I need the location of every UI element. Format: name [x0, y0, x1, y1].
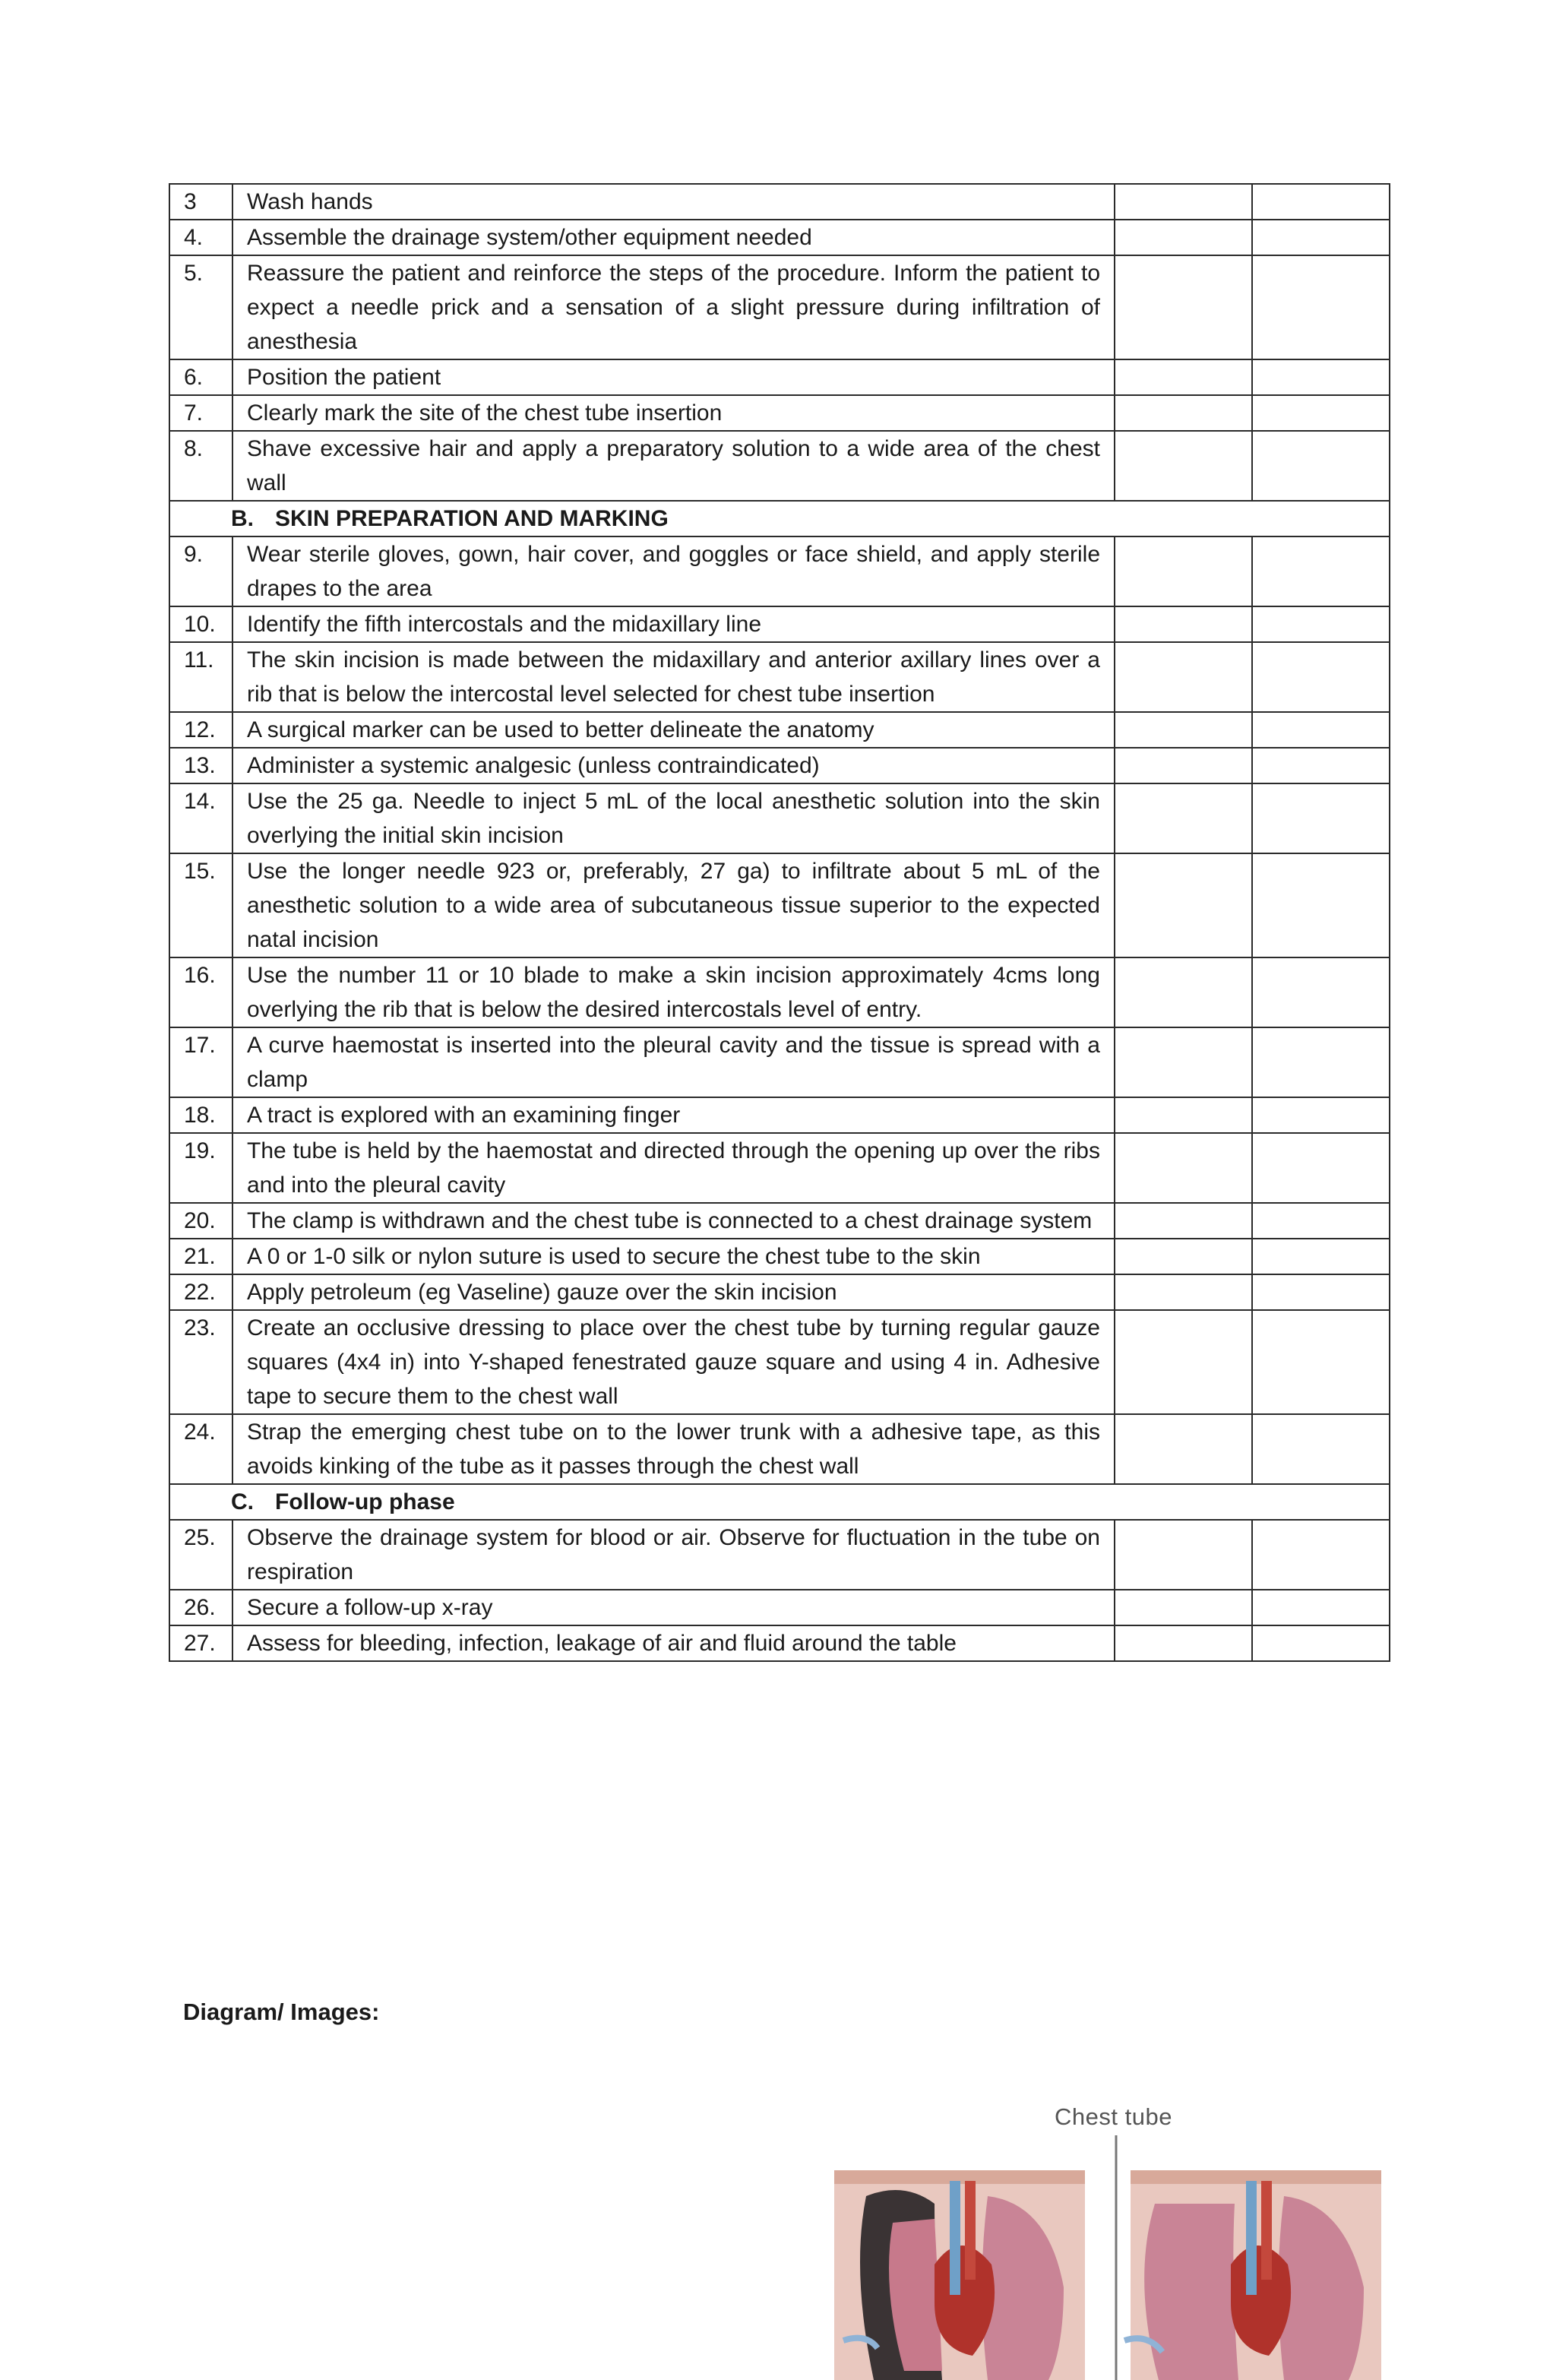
step-description: Apply petroleum (eg Vaseline) gauze over the skin incision: [232, 1274, 1115, 1310]
step-number: 10.: [169, 606, 232, 642]
step-row: [169, 359, 1390, 395]
step-description: Use the longer needle 923 or, preferably, 27 ga) to infiltrate about 5 mL of the anesthetic solution to a wide area of subcutaneous tissue superior to the expected natal incision: [232, 853, 1115, 957]
step-number: 19.: [169, 1133, 232, 1203]
section-letter: B.: [231, 506, 254, 531]
step-row: [169, 783, 1390, 853]
step-description: Administer a systemic analgesic (unless contraindicated): [232, 748, 1115, 783]
step-row: [169, 712, 1390, 748]
step-description: A tract is explored with an examining finger: [232, 1097, 1115, 1133]
step-number: 21.: [169, 1239, 232, 1274]
step-description: Wash hands: [232, 184, 1115, 220]
score-cell[interactable]: [1115, 1203, 1252, 1239]
score-cell[interactable]: [1115, 957, 1252, 1027]
score-cell[interactable]: [1115, 255, 1252, 359]
step-description: Identify the fifth intercostals and the midaxillary line: [232, 606, 1115, 642]
score-cell[interactable]: [1115, 220, 1252, 255]
remarks-cell[interactable]: [1252, 1625, 1390, 1661]
remarks-cell[interactable]: [1252, 1097, 1390, 1133]
remarks-cell[interactable]: [1252, 712, 1390, 748]
step-row: [169, 220, 1390, 255]
section-header-cell: [169, 501, 1390, 536]
step-number: 15.: [169, 853, 232, 957]
reexpanded-lung-left: [1144, 2204, 1238, 2380]
score-cell[interactable]: [1115, 395, 1252, 431]
step-row: [169, 536, 1390, 606]
section-header-row: [169, 501, 1390, 536]
step-number: 3: [169, 184, 232, 220]
score-cell[interactable]: [1115, 1310, 1252, 1414]
step-description: Strap the emerging chest tube on to the lower trunk with a adhesive tape, as this avoids kinking of the tube as it passes through the chest wall: [232, 1414, 1115, 1484]
remarks-cell[interactable]: [1252, 1274, 1390, 1310]
remarks-cell[interactable]: [1252, 536, 1390, 606]
diagram-images-heading: Diagram/ Images:: [183, 1999, 380, 2025]
score-cell[interactable]: [1115, 606, 1252, 642]
step-description: Position the patient: [232, 359, 1115, 395]
score-cell[interactable]: [1115, 712, 1252, 748]
step-description: Assess for bleeding, infection, leakage of air and fluid around the table: [232, 1625, 1115, 1661]
score-cell[interactable]: [1115, 1027, 1252, 1097]
section-header-cell: [169, 1484, 1390, 1520]
remarks-cell[interactable]: [1252, 783, 1390, 853]
chest-tube-caption: Chest tube: [1055, 2103, 1172, 2130]
step-number: 13.: [169, 748, 232, 783]
score-cell[interactable]: [1115, 783, 1252, 853]
step-number: 9.: [169, 536, 232, 606]
score-cell[interactable]: [1115, 184, 1252, 220]
step-number: 6.: [169, 359, 232, 395]
step-description: The clamp is withdrawn and the chest tube is connected to a chest drainage system: [232, 1203, 1115, 1239]
step-row: [169, 184, 1390, 220]
checklist-body: [169, 184, 1390, 1661]
step-row: [169, 957, 1390, 1027]
thorax-right-panel: [1124, 2170, 1381, 2380]
step-row: [169, 1239, 1390, 1274]
step-row: [169, 395, 1390, 431]
remarks-cell[interactable]: [1252, 1203, 1390, 1239]
step-number: 23.: [169, 1310, 232, 1414]
step-description: Shave excessive hair and apply a preparatory solution to a wide area of the chest wall: [232, 431, 1115, 501]
remarks-cell[interactable]: [1252, 606, 1390, 642]
step-number: 8.: [169, 431, 232, 501]
step-description: Create an occlusive dressing to place over the chest tube by turning regular gauze squares (4x4 in) into Y-shaped fenestrated gauze square and using 4 in. Adhesive tape to secure them to the chest wall: [232, 1310, 1115, 1414]
remarks-cell[interactable]: [1252, 1239, 1390, 1274]
step-description: Use the 25 ga. Needle to inject 5 mL of the local anesthetic solution into the skin overlying the initial skin incision: [232, 783, 1115, 853]
step-number: 24.: [169, 1414, 232, 1484]
step-description: Clearly mark the site of the chest tube insertion: [232, 395, 1115, 431]
remarks-cell[interactable]: [1252, 395, 1390, 431]
score-cell[interactable]: [1115, 748, 1252, 783]
remarks-cell[interactable]: [1252, 748, 1390, 783]
score-cell[interactable]: [1115, 1625, 1252, 1661]
score-cell[interactable]: [1115, 1274, 1252, 1310]
score-cell[interactable]: [1115, 853, 1252, 957]
step-row: [169, 853, 1390, 957]
step-number: 25.: [169, 1520, 232, 1590]
step-number: 20.: [169, 1203, 232, 1239]
section-title: Follow-up phase: [275, 1489, 455, 1514]
step-description: Reassure the patient and reinforce the steps of the procedure. Inform the patient to expect a needle prick and a sensation of a slight pressure during infiltration of anesthesia: [232, 255, 1115, 359]
score-cell[interactable]: [1115, 1590, 1252, 1625]
remarks-cell[interactable]: [1252, 184, 1390, 220]
section-letter: C.: [231, 1489, 254, 1514]
step-number: 27.: [169, 1625, 232, 1661]
remarks-cell[interactable]: [1252, 359, 1390, 395]
step-row: [169, 1590, 1390, 1625]
step-description: A surgical marker can be used to better delineate the anatomy: [232, 712, 1115, 748]
step-row: [169, 431, 1390, 501]
score-cell[interactable]: [1115, 536, 1252, 606]
remarks-cell[interactable]: [1252, 255, 1390, 359]
remarks-cell[interactable]: [1252, 1133, 1390, 1203]
step-row: [169, 1310, 1390, 1414]
step-row: [169, 1097, 1390, 1133]
thorax-left-panel: [834, 2170, 1085, 2380]
step-number: 7.: [169, 395, 232, 431]
step-row: [169, 1027, 1390, 1097]
step-row: [169, 1133, 1390, 1203]
score-cell[interactable]: [1115, 1520, 1252, 1590]
step-number: 5.: [169, 255, 232, 359]
remarks-cell[interactable]: [1252, 220, 1390, 255]
step-number: 4.: [169, 220, 232, 255]
score-cell[interactable]: [1115, 431, 1252, 501]
step-description: Observe the drainage system for blood or air. Observe for fluctuation in the tube on respiration: [232, 1520, 1115, 1590]
remarks-cell[interactable]: [1252, 1310, 1390, 1414]
step-number: 18.: [169, 1097, 232, 1133]
step-row: [169, 642, 1390, 712]
step-description: Use the number 11 or 10 blade to make a skin incision approximately 4cms long overlying the rib that is below the desired intercostals level of entry.: [232, 957, 1115, 1027]
step-number: 14.: [169, 783, 232, 853]
step-row: [169, 1274, 1390, 1310]
remarks-cell[interactable]: [1252, 1590, 1390, 1625]
step-description: The tube is held by the haemostat and directed through the opening up over the ribs and into the pleural cavity: [232, 1133, 1115, 1203]
step-number: 16.: [169, 957, 232, 1027]
remarks-cell[interactable]: [1252, 1027, 1390, 1097]
step-description: Secure a follow-up x-ray: [232, 1590, 1115, 1625]
score-cell[interactable]: [1115, 1414, 1252, 1484]
step-number: 26.: [169, 1590, 232, 1625]
score-cell[interactable]: [1115, 359, 1252, 395]
chest-tube-illustration: [821, 2090, 1398, 2380]
step-row: [169, 1414, 1390, 1484]
score-cell[interactable]: [1115, 642, 1252, 712]
remarks-cell[interactable]: [1252, 957, 1390, 1027]
remarks-cell[interactable]: [1252, 642, 1390, 712]
section-title: SKIN PREPARATION AND MARKING: [275, 506, 669, 531]
step-description: A 0 or 1-0 silk or nylon suture is used to secure the chest tube to the skin: [232, 1239, 1115, 1274]
remarks-cell[interactable]: [1252, 853, 1390, 957]
step-row: [169, 748, 1390, 783]
remarks-cell[interactable]: [1252, 1520, 1390, 1590]
step-row: [169, 255, 1390, 359]
step-row: [169, 1520, 1390, 1590]
step-row: [169, 1203, 1390, 1239]
step-row: [169, 606, 1390, 642]
step-number: 17.: [169, 1027, 232, 1097]
remarks-cell[interactable]: [1252, 1414, 1390, 1484]
score-cell[interactable]: [1115, 1097, 1252, 1133]
section-header-row: [169, 1484, 1390, 1520]
score-cell[interactable]: [1115, 1133, 1252, 1203]
remarks-cell[interactable]: [1252, 431, 1390, 501]
step-description: Wear sterile gloves, gown, hair cover, and goggles or face shield, and apply sterile drapes to the area: [232, 536, 1115, 606]
step-description: A curve haemostat is inserted into the pleural cavity and the tissue is spread with a clamp: [232, 1027, 1115, 1097]
score-cell[interactable]: [1115, 1239, 1252, 1274]
step-row: [169, 1625, 1390, 1661]
step-number: 12.: [169, 712, 232, 748]
step-number: 22.: [169, 1274, 232, 1310]
procedure-checklist-table: [169, 183, 1390, 1662]
step-number: 11.: [169, 642, 232, 712]
step-description: Assemble the drainage system/other equipment needed: [232, 220, 1115, 255]
step-description: The skin incision is made between the midaxillary and anterior axillary lines over a rib that is below the intercostal level selected for chest tube insertion: [232, 642, 1115, 712]
